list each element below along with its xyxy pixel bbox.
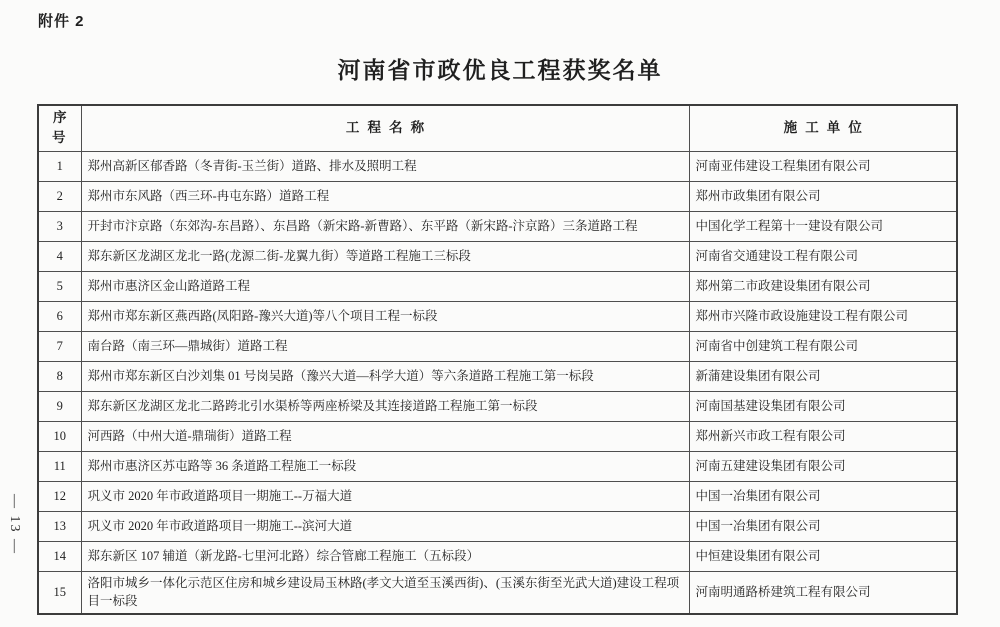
construction-unit-cell: 郑州市政集团有限公司: [689, 181, 957, 211]
row-serial-number: 12: [38, 481, 81, 511]
construction-unit-cell: 郑州市兴隆市政设施建设工程有限公司: [689, 301, 957, 331]
table-row: [38, 421, 957, 451]
construction-unit-cell: 河南明通路桥建筑工程有限公司: [689, 571, 957, 614]
project-name-cell: 郑州市惠济区苏屯路等 36 条道路工程施工一标段: [81, 451, 689, 481]
row-serial-number: 2: [38, 181, 81, 211]
construction-unit-cell: 郑州新兴市政工程有限公司: [689, 421, 957, 451]
table-row: [38, 361, 957, 391]
project-name-cell: 郑州市东风路（西三环-冉屯东路）道路工程: [81, 181, 689, 211]
table-row: [38, 391, 957, 421]
construction-unit-cell: 河南省交通建设工程有限公司: [689, 241, 957, 271]
award-table: [37, 104, 958, 615]
project-name-cell: 郑州市郑东新区白沙刘集 01 号岗吴路（豫兴大道—科学大道）等六条道路工程施工第一标段: [81, 361, 689, 391]
row-serial-number: 7: [38, 331, 81, 361]
construction-unit-cell: 中国一冶集团有限公司: [689, 481, 957, 511]
project-name-cell: 巩义市 2020 年市政道路项目一期施工--滨河大道: [81, 511, 689, 541]
header-construction-unit: 施工单位: [689, 105, 957, 151]
table-row: [38, 241, 957, 271]
row-serial-number: 5: [38, 271, 81, 301]
project-name-cell: 郑州市郑东新区燕西路(凤阳路-豫兴大道)等八个项目工程一标段: [81, 301, 689, 331]
construction-unit-cell: 河南五建建设集团有限公司: [689, 451, 957, 481]
table-row: [38, 151, 957, 181]
row-serial-number: 13: [38, 511, 81, 541]
table-row: [38, 211, 957, 241]
construction-unit-cell: 新蒲建设集团有限公司: [689, 361, 957, 391]
row-serial-number: 3: [38, 211, 81, 241]
row-serial-number: 8: [38, 361, 81, 391]
table-body: [38, 151, 957, 614]
construction-unit-cell: 中国化学工程第十一建设有限公司: [689, 211, 957, 241]
table-row: [38, 271, 957, 301]
project-name-cell: 郑东新区龙湖区龙北二路跨北引水渠桥等两座桥梁及其连接道路工程施工第一标段: [81, 391, 689, 421]
project-name-cell: 洛阳市城乡一体化示范区住房和城乡建设局玉林路(孝文大道至玉溪西街)、(玉溪东街至光武大道)建设工程项目一标段: [81, 571, 689, 614]
table-row: [38, 181, 957, 211]
table-row: [38, 481, 957, 511]
construction-unit-cell: 郑州第二市政建设集团有限公司: [689, 271, 957, 301]
construction-unit-cell: 河南省中创建筑工程有限公司: [689, 331, 957, 361]
row-serial-number: 4: [38, 241, 81, 271]
row-serial-number: 1: [38, 151, 81, 181]
header-project-name: 工程名称: [81, 105, 689, 151]
row-serial-number: 11: [38, 451, 81, 481]
row-serial-number: 9: [38, 391, 81, 421]
project-name-cell: 河西路（中州大道-鼎瑞街）道路工程: [81, 421, 689, 451]
project-name-cell: 郑州市惠济区金山路道路工程: [81, 271, 689, 301]
row-serial-number: 6: [38, 301, 81, 331]
table-row: [38, 451, 957, 481]
page-title: 河南省市政优良工程获奖名单: [337, 57, 663, 83]
row-serial-number: 15: [38, 571, 81, 614]
page-number: — 13 —: [7, 493, 22, 555]
construction-unit-cell: 河南亚伟建设工程集团有限公司: [689, 151, 957, 181]
project-name-cell: 巩义市 2020 年市政道路项目一期施工--万福大道: [81, 481, 689, 511]
attachment-label: 附件 2: [38, 13, 85, 30]
table-row: [38, 541, 957, 571]
construction-unit-cell: 中恒建设集团有限公司: [689, 541, 957, 571]
project-name-cell: 南台路（南三环—鼎城街）道路工程: [81, 331, 689, 361]
construction-unit-cell: 中国一冶集团有限公司: [689, 511, 957, 541]
table-header: [38, 105, 957, 151]
table-row: [38, 331, 957, 361]
table-row: [38, 301, 957, 331]
row-serial-number: 10: [38, 421, 81, 451]
project-name-cell: 郑东新区龙湖区龙北一路(龙源二街-龙翼九街）等道路工程施工三标段: [81, 241, 689, 271]
construction-unit-cell: 河南国基建设集团有限公司: [689, 391, 957, 421]
header-serial-number: 序号: [38, 105, 81, 151]
project-name-cell: 开封市汴京路（东郊沟-东昌路）、东昌路（新宋路-新曹路）、东平路（新宋路-汴京路）三条道路工程: [81, 211, 689, 241]
header-row: [38, 105, 957, 151]
project-name-cell: 郑东新区 107 辅道（新龙路-七里河北路）综合管廊工程施工（五标段）: [81, 541, 689, 571]
table-row: [38, 511, 957, 541]
table-row: [38, 571, 957, 614]
row-serial-number: 14: [38, 541, 81, 571]
project-name-cell: 郑州高新区郁香路（冬青街-玉兰街）道路、排水及照明工程: [81, 151, 689, 181]
